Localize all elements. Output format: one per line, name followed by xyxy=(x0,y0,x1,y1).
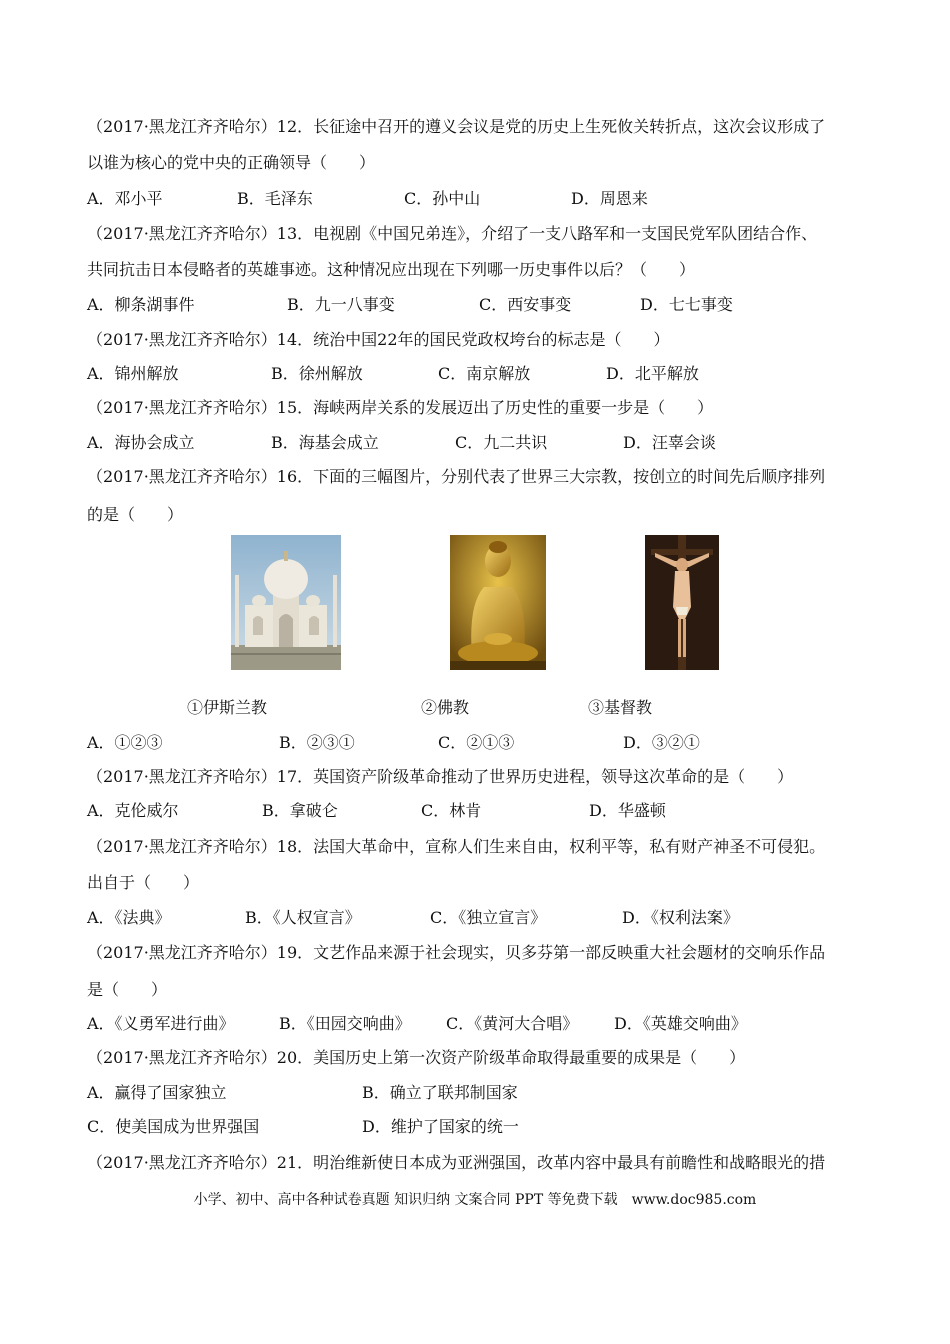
q15-option-d: D．汪辜会谈 xyxy=(623,433,716,452)
caption-buddhism: ②佛教 xyxy=(421,698,470,717)
q13-option-a: A．柳条湖事件 xyxy=(87,295,195,314)
q14-option-c: C．南京解放 xyxy=(438,364,531,383)
q12-option-c: C．孙中山 xyxy=(404,189,481,208)
question-18-line-2: 出自于（ ） xyxy=(87,873,200,892)
q18-option-d: D．《权利法案》 xyxy=(622,908,739,927)
q17-option-a: A．克伦威尔 xyxy=(87,801,179,820)
q15-option-a: A．海协会成立 xyxy=(87,433,195,452)
question-16-line-1: （2017·黑龙江齐齐哈尔）16．下面的三幅图片，分别代表了世界三大宗教，按创立的时间先后顺序排列 xyxy=(87,467,826,486)
question-12-line-1: （2017·黑龙江齐齐哈尔）12．长征途中召开的遵义会议是党的历史上生死攸关转折点，这次会议形成了 xyxy=(87,117,826,136)
q18-option-b: B．《人权宣言》 xyxy=(245,908,361,927)
q16-option-d: D．③②① xyxy=(623,733,700,752)
question-13-line-1: （2017·黑龙江齐齐哈尔）13．电视剧《中国兄弟连》，介绍了一支八路军和一支国民党军队团结合作、 xyxy=(87,224,818,243)
q17-option-c: C．林肯 xyxy=(421,801,482,820)
question-12-line-2: 以谁为核心的党中央的正确领导（ ） xyxy=(87,153,376,172)
question-21-line-1: （2017·黑龙江齐齐哈尔）21．明治维新使日本成为亚洲强国，改革内容中最具有前瞻性和战略眼光的措 xyxy=(87,1153,826,1172)
page-footer: 小学、初中、高中各种试卷真题 知识归纳 文案合同 PPT 等免费下载 www.doc985.com xyxy=(193,1192,757,1208)
taj-mahal-image xyxy=(231,535,341,670)
q20-option-b: B．确立了联邦制国家 xyxy=(362,1083,518,1102)
q14-option-a: A．锦州解放 xyxy=(87,364,179,383)
q17-option-d: D．华盛顿 xyxy=(589,801,666,820)
crucifixion-painting-image xyxy=(645,535,719,670)
q12-option-d: D．周恩来 xyxy=(571,189,648,208)
q16-option-c: C．②①③ xyxy=(438,733,515,752)
question-14-line-1: （2017·黑龙江齐齐哈尔）14．统治中国22年的国民党政权垮台的标志是（ ） xyxy=(87,330,670,349)
question-19-line-2: 是（ ） xyxy=(87,980,168,999)
question-17-line-1: （2017·黑龙江齐齐哈尔）17．英国资产阶级革命推动了世界历史进程，领导这次革命的是（ ） xyxy=(87,767,794,786)
question-16-line-2: 的是（ ） xyxy=(87,505,184,524)
q15-option-c: C．九二共识 xyxy=(455,433,548,452)
question-15-line-1: （2017·黑龙江齐齐哈尔）15．海峡两岸关系的发展迈出了历史性的重要一步是（ ） xyxy=(87,398,714,417)
q20-option-d: D．维护了国家的统一 xyxy=(362,1117,519,1136)
q14-option-b: B．徐州解放 xyxy=(271,364,363,383)
question-18-line-1: （2017·黑龙江齐齐哈尔）18．法国大革命中，宣称人们生来自由，权利平等，私有财产神圣不可侵犯。 xyxy=(87,837,826,856)
q20-option-c: C．使美国成为世界强国 xyxy=(87,1117,260,1136)
q12-option-a: A．邓小平 xyxy=(87,189,163,208)
q20-option-a: A．赢得了国家独立 xyxy=(87,1083,227,1102)
q15-option-b: B．海基会成立 xyxy=(271,433,379,452)
q18-option-a: A．《法典》 xyxy=(87,908,171,927)
q13-option-c: C．西安事变 xyxy=(479,295,572,314)
q13-option-b: B．九一八事变 xyxy=(287,295,395,314)
q19-option-d: D．《英雄交响曲》 xyxy=(614,1014,747,1033)
question-20-line-1: （2017·黑龙江齐齐哈尔）20．美国历史上第一次资产阶级革命取得最重要的成果是（ ） xyxy=(87,1048,746,1067)
q16-option-a: A．①②③ xyxy=(87,733,163,752)
q19-option-c: C．《黄河大合唱》 xyxy=(446,1014,579,1033)
q19-option-b: B．《田园交响曲》 xyxy=(279,1014,411,1033)
question-13-line-2: 共同抗击日本侵略者的英雄事迹。这种情况应出现在下列哪一历史事件以后？（ ） xyxy=(87,260,696,279)
q19-option-a: A．《义勇军进行曲》 xyxy=(87,1014,235,1033)
buddha-statue-image xyxy=(450,535,546,670)
q14-option-d: D．北平解放 xyxy=(606,364,699,383)
q13-option-d: D．七七事变 xyxy=(640,295,733,314)
q16-option-b: B．②③① xyxy=(279,733,355,752)
caption-islam: ①伊斯兰教 xyxy=(187,698,268,717)
q18-option-c: C．《独立宣言》 xyxy=(430,908,547,927)
q12-option-b: B．毛泽东 xyxy=(237,189,313,208)
question-19-line-1: （2017·黑龙江齐齐哈尔）19．文艺作品来源于社会现实，贝多芬第一部反映重大社会题材的交响乐作品 xyxy=(87,943,826,962)
q17-option-b: B．拿破仑 xyxy=(262,801,338,820)
caption-christianity: ③基督教 xyxy=(588,698,653,717)
